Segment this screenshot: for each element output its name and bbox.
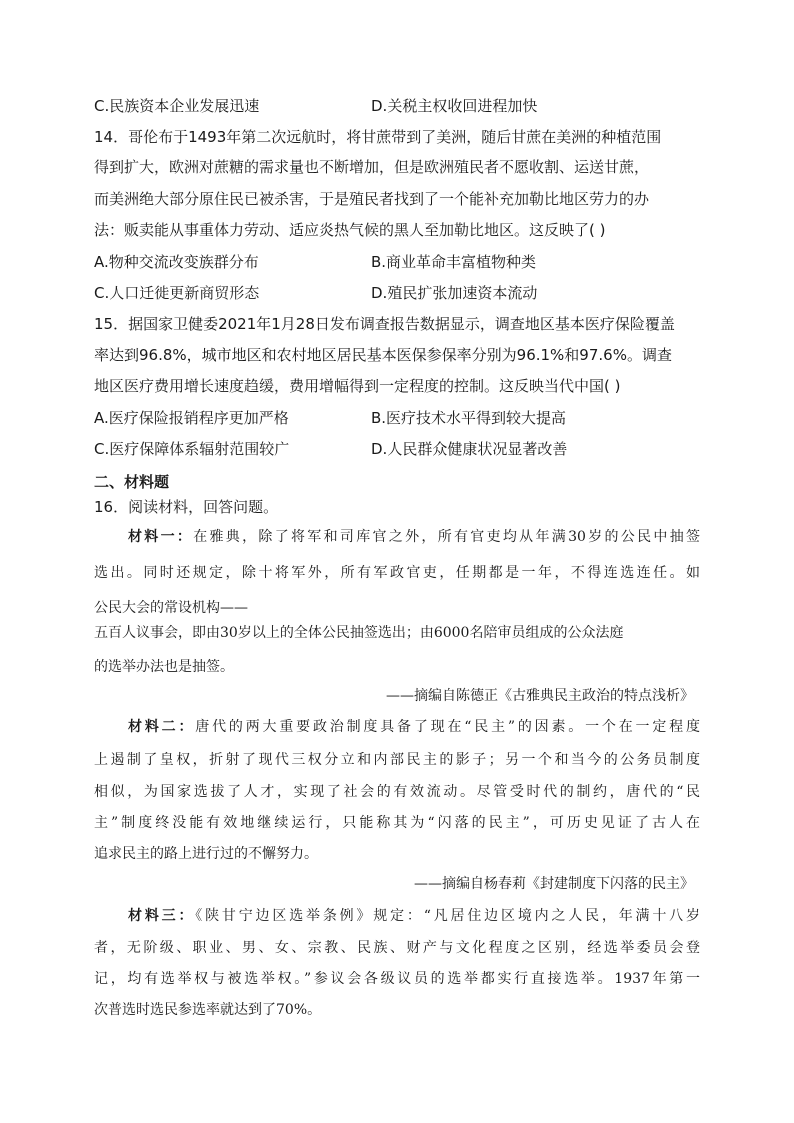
material2-line-3: 相似，为国家选拔了人才，实现了社会的有效流动。尽管受时代的制约，唐代的“民 [94,784,700,800]
q14-option-d: D.殖民扩张加速资本流动 [371,284,538,302]
q15-option-c: C.医疗保障体系辐射范围较广 [94,440,290,458]
material2-line-5: 追求民主的路上进行过的不懈努力。 [94,846,318,862]
q14-line-1: 14．哥伦布于1493年第二次远航时，将甘蔗带到了美洲，随后甘蔗在美洲的种植范围 [94,128,662,146]
material3-label: 材料三： [128,908,196,924]
material3-line-1: 材料三：《陕甘宁边区选举条例》规定：“凡居住边区境内之人民，年满十八岁 [128,908,700,924]
q14-line-3: 而美洲绝大部分原住民已被杀害，于是殖民者找到了一个能补充加勒比地区劳力的办 [94,190,650,208]
q15-option-d: D.人民群众健康状况显著改善 [371,440,568,458]
material2-line-2: 上遏制了皇权，折射了现代三权分立和内部民主的影子；另一个和当今的公务员制度 [94,752,700,768]
material1-line-1: 材料一：在雅典，除了将军和司库官之外，所有官吏均从年满30岁的公民中抽签 [128,529,700,545]
q14-option-c: C.人口迁徙更新商贸形态 [94,284,260,302]
material1-label: 材料一： [128,529,194,545]
q15-line-3: 地区医疗费用增长速度趋缓，费用增幅得到一定程度的控制。这反映当代中国( ) [94,377,621,395]
material1-source: ——摘编自陈德正《古雅典民主政治的特点浅析》 [386,688,694,704]
q14-option-b: B.商业革命丰富植物种类 [371,253,537,271]
material2-source: ——摘编自杨春莉《封建制度下闪落的民主》 [414,876,694,892]
q14-line-4: 法：贩卖能从事重体力劳动、适应炎热气候的黑人至加勒比地区。这反映了( ) [94,221,606,239]
material1-line-2: 选出。同时还规定，除十将军外，所有军政官吏，任期都是一年，不得连选连任。如 [94,565,700,581]
material2-line-1: 材料二：唐代的两大重要政治制度具备了现在“民主”的因素。一个在一定程度 [128,719,700,735]
q15-line-1: 15．据国家卫健委2021年1月28日发布调查报告数据显示，调查地区基本医疗保险覆盖 [94,315,675,333]
material2-label: 材料二： [128,719,196,735]
q15-line-2: 率达到96.8%，城市地区和农村地区居民基本医保参保率分别为96.1%和97.6%。调查 [94,346,672,364]
material1-line-4: 五百人议事会，即由30岁以上的全体公民抽签选出；由6000名陪审员组成的公众法庭 [94,625,624,641]
q14-line-2: 得到扩大，欧洲对蔗糖的需求量也不断增加，但是欧洲殖民者不愿收割、运送甘蔗， [94,158,650,176]
material1-line-3: 公民大会的常设机构—— [94,600,248,616]
material1-line-5: 的选举办法也是抽签。 [94,659,234,675]
q14-option-a: A.物种交流改变族群分布 [94,253,259,271]
q15-option-b: B.医疗技术水平得到较大提高 [371,409,567,427]
material3-line-3: 记，均有选举权与被选举权。”参议会各级议员的选举都实行直接选举。1937年第一 [94,971,700,987]
q13-option-d: D.关税主权收回进程加快 [371,97,538,115]
q15-option-a: A.医疗保险报销程序更加严格 [94,409,289,427]
section-title: 二、材料题 [94,473,170,491]
material3-line-2: 者，无阶级、职业、男、女、宗教、民族、财产与文化程度之区别，经选举委员会登 [94,940,700,956]
material2-line-4: 主”制度终没能有效地继续运行，只能称其为“闪落的民主”，可历史见证了古人在 [94,815,700,831]
q13-option-c: C.民族资本企业发展迅速 [94,97,260,115]
q16-prompt: 16．阅读材料，回答问题。 [94,498,279,516]
material3-line-4: 次普选时选民参选率就达到了70%。 [94,1002,322,1018]
